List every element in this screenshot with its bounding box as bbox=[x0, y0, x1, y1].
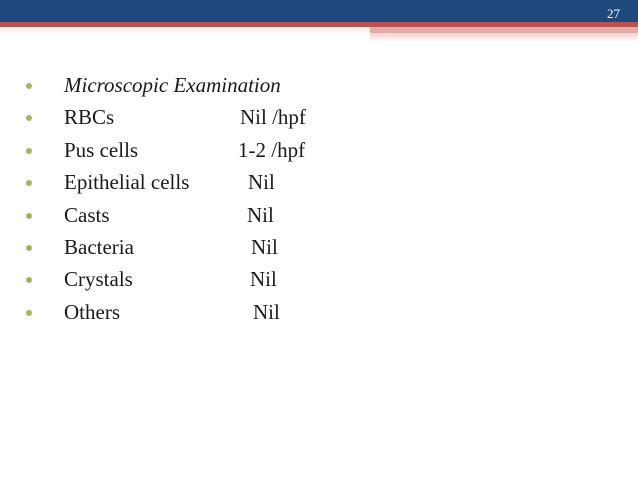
bullet-dot-icon bbox=[26, 148, 32, 154]
bullet-dot-icon bbox=[26, 277, 32, 283]
header-accent-block-fade bbox=[370, 33, 638, 42]
item-value: Nil bbox=[253, 299, 280, 324]
slide-number: 27 bbox=[607, 6, 620, 21]
item-label: Others bbox=[64, 299, 120, 324]
bullet-dot-icon bbox=[26, 180, 32, 186]
item-label: Pus cells bbox=[64, 137, 139, 162]
item-value: 1-2 /hpf bbox=[238, 137, 306, 162]
bullet-dot-icon bbox=[26, 245, 32, 251]
item-label: Casts bbox=[64, 202, 110, 227]
item-label: Crystals bbox=[64, 267, 133, 292]
header-band bbox=[0, 0, 638, 22]
item-value: Nil /hpf bbox=[240, 105, 306, 130]
item-value: Nil bbox=[250, 267, 277, 292]
item-value: Nil bbox=[248, 170, 275, 195]
item-value: Nil bbox=[251, 234, 278, 259]
bullet-dot-icon bbox=[26, 83, 32, 89]
section-heading: Microscopic Examination bbox=[64, 73, 281, 97]
bullet-dot-icon bbox=[26, 115, 32, 121]
item-label: Bacteria bbox=[64, 234, 134, 259]
item-label: RBCs bbox=[64, 105, 115, 130]
bullet-dot-icon bbox=[26, 213, 32, 219]
item-label: Epithelial cells bbox=[64, 170, 190, 195]
item-value: Nil bbox=[247, 202, 274, 227]
bullet-dot-icon bbox=[26, 310, 32, 316]
